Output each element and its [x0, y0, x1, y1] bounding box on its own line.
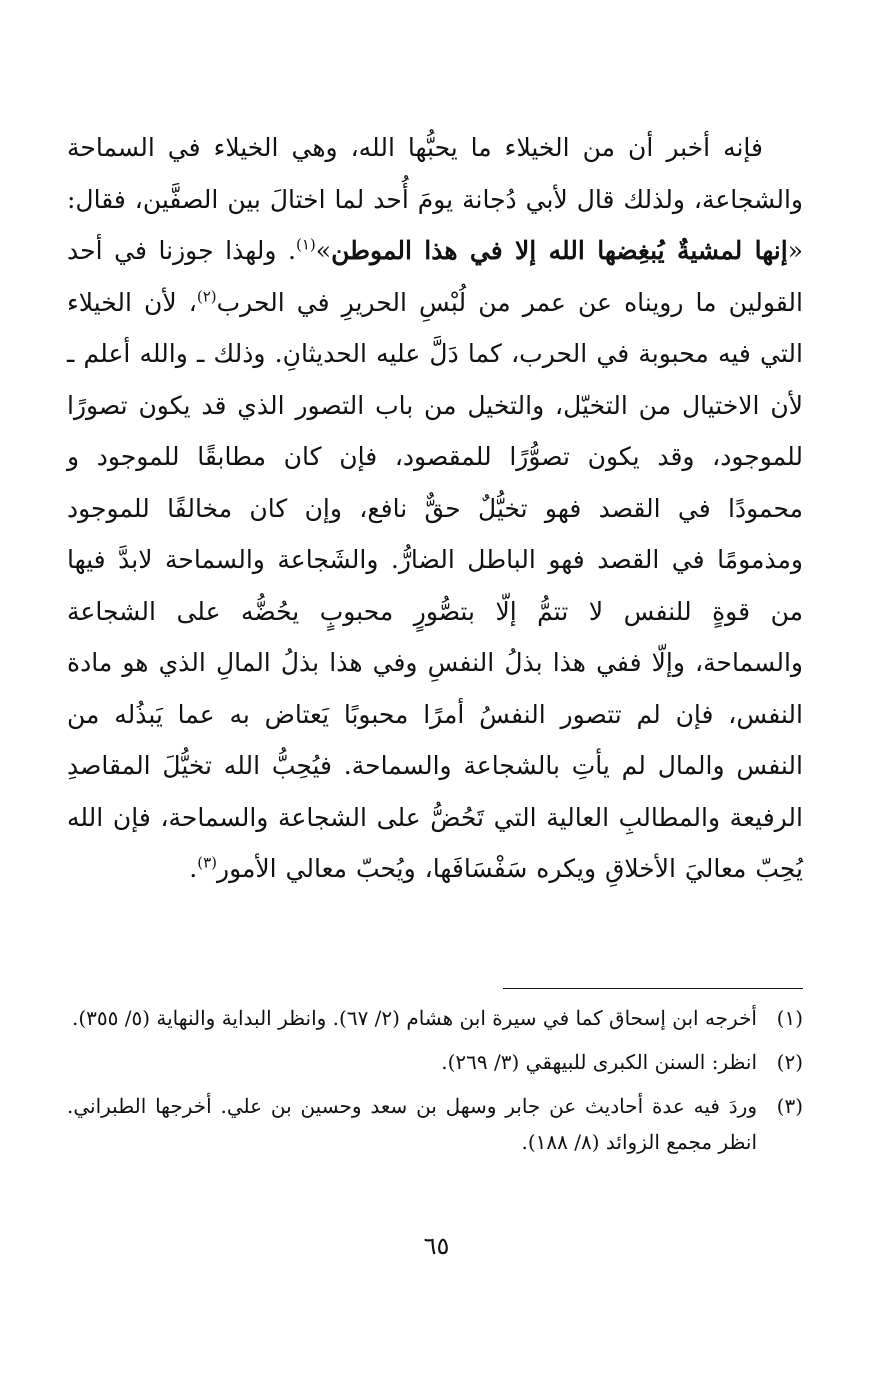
footnote-3 [67, 1088, 803, 1160]
footnote-text: انظر: السنن الكبرى للبيهقي (٣/ ٢٦٩). [441, 1050, 757, 1074]
footnote-number: (٢) [776, 1050, 803, 1074]
footnote-ref-2[interactable]: (٢) [196, 287, 217, 306]
main-paragraph [67, 122, 803, 895]
main-text-block [67, 122, 803, 895]
body-text: . [189, 854, 198, 883]
body-text: فإنه أخبر أن من الخيلاء ما يحبُّها الله، وهي الخيلاء في السماحة والشجاعة، ولذلك قال لأبي دُجانة يومَ أُحد لما اختالَ بين الصفَّين، فقال: « [67, 133, 803, 265]
footnotes-section [67, 1000, 803, 1168]
footnote-text: أخرجه ابن إسحاق كما في سيرة ابن هشام (٢/ ٦٧). وانظر البداية والنهاية (٥/ ٣٥٥). [71, 1006, 757, 1030]
page-number: ٦٥ [423, 1232, 450, 1260]
footnote-separator [503, 988, 803, 989]
footnote-1 [67, 1000, 803, 1036]
quote-close-mark: » [315, 236, 332, 265]
footnote-number: (١) [776, 1006, 803, 1030]
footnote-2 [67, 1044, 803, 1080]
body-text: . ولهذا جوزنا في أحد القولين ما رويناه عن عمر من لُبْسِ الحريرِ في الحرب [67, 236, 803, 317]
footnote-number: (٣) [776, 1094, 803, 1118]
footnote-ref-3[interactable]: (٣) [197, 853, 217, 872]
footnote-ref-1[interactable]: (١) [295, 235, 316, 254]
footnote-text: وردَ فيه عدة أحاديث عن جابر وسهل بن سعد وحسين بن علي. أخرجها الطبراني. انظر مجمع الزوائد (٨/ ١٨٨). [67, 1094, 757, 1154]
hadith-quote: إنها لمشيةٌ يُبغِضها الله إلا في هذا الموطن [331, 236, 788, 265]
body-text: ، لأن الخيلاء التي فيه محبوبة في الحرب، كما دَلَّ عليه الحديثانِ. وذلك ـ والله أعلم ـ لأن الاختيال من التخيّل، والتخيل من باب التصور الذي قد يكون تصورًا للموجود، وقد يكون تصوُّرًا للمقصود، فإن كان مطابقًا للموجود و محمودًا في القصد فهو تخيُّلٌ حقٌّ نافع، وإن كان مخالفًا للموجود ومذمومًا في القصد فهو الباطل الضارُّ. والشَجاعة والسماحة لابدَّ فيها من قوةٍ للنفس لا تتمُّ إلّا بتصُّورٍ محبوبٍ يحُضُّه على الشجاعة والسماحة، وإلّا ففي هذا بذلُ النفسِ وفي هذا بذلُ المالِ الذي هو مادة النفس، فإن لم تتصور النفسُ أمرًا محبوبًا يَعتاض به عما يَبذُله من النفس والمال لم يأتِ بالشجاعة والسماحة. فيُحِبُّ الله تخيُّلَ المقاصدِ الرفيعة والمطالبِ العالية التي تَحُضُّ على الشجاعة والسماحة، فإن الله يُحِبّ معاليَ الأخلاقِ ويكره سَفْسَافَها، ويُحبّ معالي الأمور [67, 287, 803, 883]
